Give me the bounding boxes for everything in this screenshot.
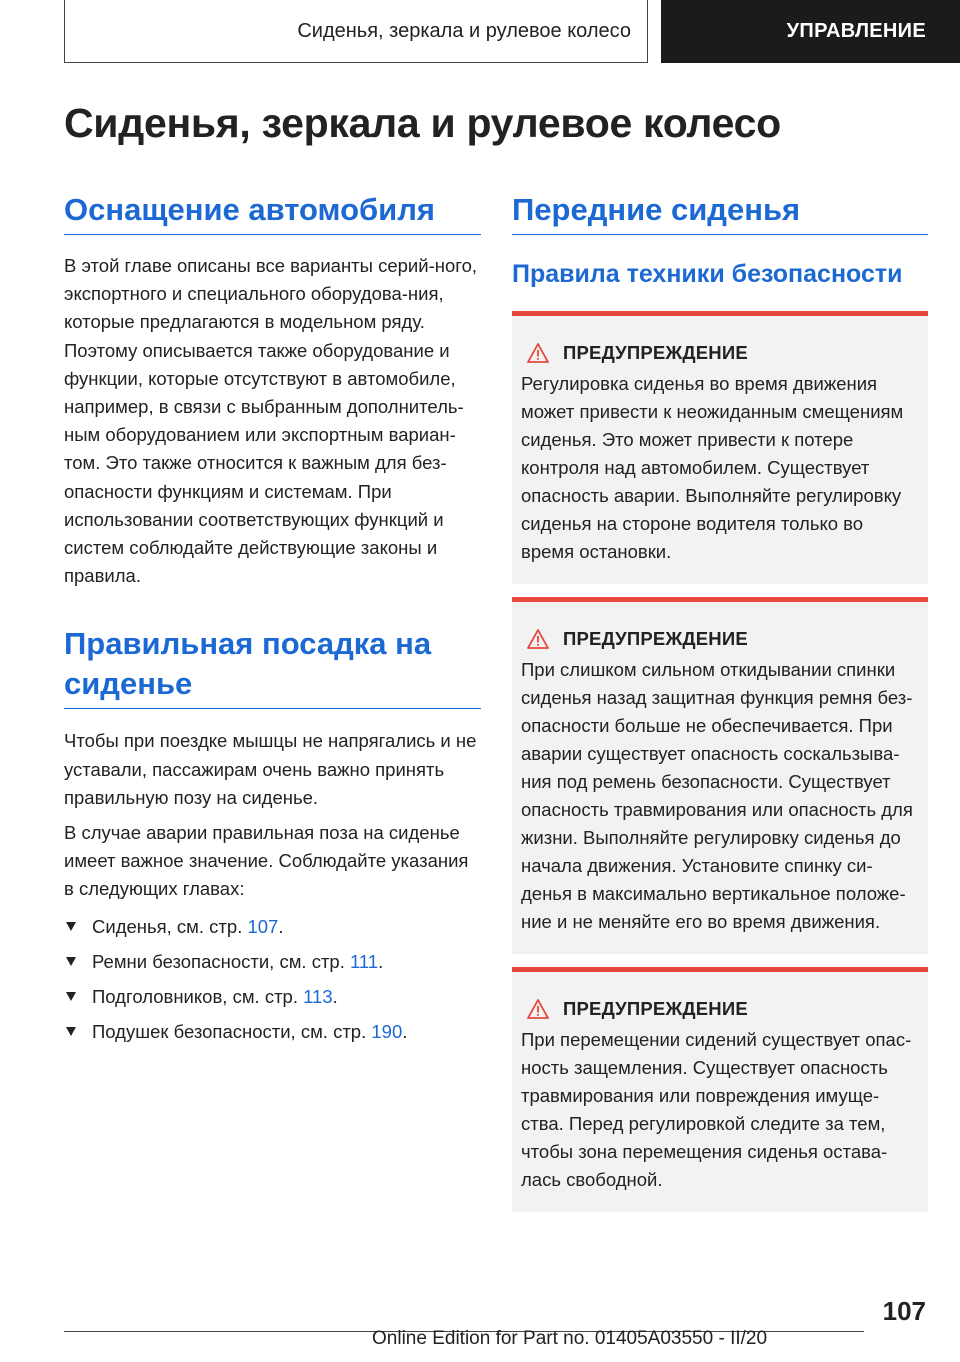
warning-box — [512, 597, 928, 954]
warning-header — [521, 998, 918, 1020]
list-item — [64, 1018, 481, 1046]
warning-label: ПРЕДУПРЕЖДЕНИЕ — [563, 628, 748, 649]
list-item-end: . — [278, 915, 284, 937]
front-seats-heading: Передние сиденья — [512, 190, 928, 235]
list-item — [64, 983, 481, 1011]
warning-header — [521, 628, 918, 650]
page-number: 107 — [882, 1296, 926, 1326]
header-section-title: Сиденья, зеркала и рулевое колесо — [297, 19, 631, 42]
warning-box — [512, 967, 928, 1212]
page-link[interactable]: 107 — [247, 915, 279, 937]
reference-list — [64, 913, 481, 1046]
equipment-text: В этой главе описаны все варианты серий-ного, экспортного и специального оборудова-ния, которые предлагаются в модельном ряду. Поэтому описывается также оборудование и функции, которые отсутствуют в автомобиле, например, в связи с выбранным дополнитель-ным оборудованием или экспортным вариан-том. Это также относится к важным для без-опасности функциям и системам. При использовании соответствующих функций и систем соблюдайте действующие законы и правила. — [64, 255, 478, 587]
list-item-text: Подушек безопасности, см. стр. — [92, 1020, 372, 1042]
page-link[interactable]: 113 — [303, 985, 333, 1007]
list-item-end: . — [378, 950, 384, 972]
list-item-text: Сиденья, см. стр. — [92, 915, 248, 937]
right-column — [512, 190, 928, 1212]
triangle-bullet-icon — [66, 957, 76, 966]
warning-triangle-icon — [527, 343, 549, 363]
header-chapter-label: УПРАВЛЕНИЕ — [786, 20, 926, 42]
equipment-heading: Оснащение автомобиля — [64, 190, 481, 235]
posture-heading: Правильная посадка на сиденье — [64, 624, 481, 709]
warning-text: Регулировка сиденья во время движения может привести к неожиданным смещениям сиденья. Это может привести к потере контроля над автомобилем. Существует опасность аварии. Выполняйте регулировку сиденья на стороне водителя только во время остановки. — [521, 373, 904, 562]
page-link[interactable]: 190 — [371, 1020, 403, 1042]
warning-header — [521, 342, 918, 364]
list-item-end: . — [402, 1020, 408, 1042]
list-item-end: . — [332, 985, 338, 1007]
warning-label: ПРЕДУПРЕЖДЕНИЕ — [563, 998, 748, 1019]
header-section-box — [64, 0, 648, 63]
list-item-text: Подголовников, см. стр. — [92, 985, 304, 1007]
warning-triangle-icon — [527, 999, 549, 1019]
triangle-bullet-icon — [66, 1027, 76, 1036]
edition-note: Online Edition for Part no. 01405A03550 - II/20 — [372, 1328, 768, 1349]
left-column — [64, 190, 481, 1053]
warning-triangle-icon — [527, 629, 549, 649]
chapter-title: Сиденья, зеркала и рулевое колесо — [64, 100, 781, 146]
warning-text: При перемещении сидений существует опас-ность защемления. Существует опасность травмирования или повреждения имуще-ства. Перед регулировкой следите за тем, чтобы зона перемещения сиденья остава-лась свободной. — [521, 1029, 912, 1190]
page-link[interactable]: 111 — [350, 950, 379, 972]
triangle-bullet-icon — [66, 922, 76, 931]
list-item — [64, 913, 481, 941]
warning-label: ПРЕДУПРЕЖДЕНИЕ — [563, 342, 748, 363]
warning-box — [512, 311, 928, 584]
header-chapter-tab — [661, 0, 960, 63]
warning-text: При слишком сильном откидывании спинки сиденья назад защитная функция ремня без-опасности больше не обеспечивается. При аварии существует опасность соскальзыва-ния под ремень безопасности. Существует опасность травмирования или опасность для жизни. Выполняйте регулировку сиденья до начала движения. Установите спинку си-денья в максимально вертикальное положе-ние и не меняйте его во время движения. — [521, 659, 913, 932]
list-item-text: Ремни безопасности, см. стр. — [92, 950, 350, 972]
safety-rules-heading: Правила техники безопасности — [512, 260, 903, 288]
posture-paragraph-1: Чтобы при поездке мышцы не напрягались и не уставали, пассажирам очень важно принять правильную позу на сиденье. — [64, 730, 477, 808]
triangle-bullet-icon — [66, 992, 76, 1001]
list-item — [64, 948, 481, 976]
posture-paragraph-2: В случае аварии правильная поза на сиденье имеет важное значение. Соблюдайте указания в следующих главах: — [64, 822, 469, 900]
